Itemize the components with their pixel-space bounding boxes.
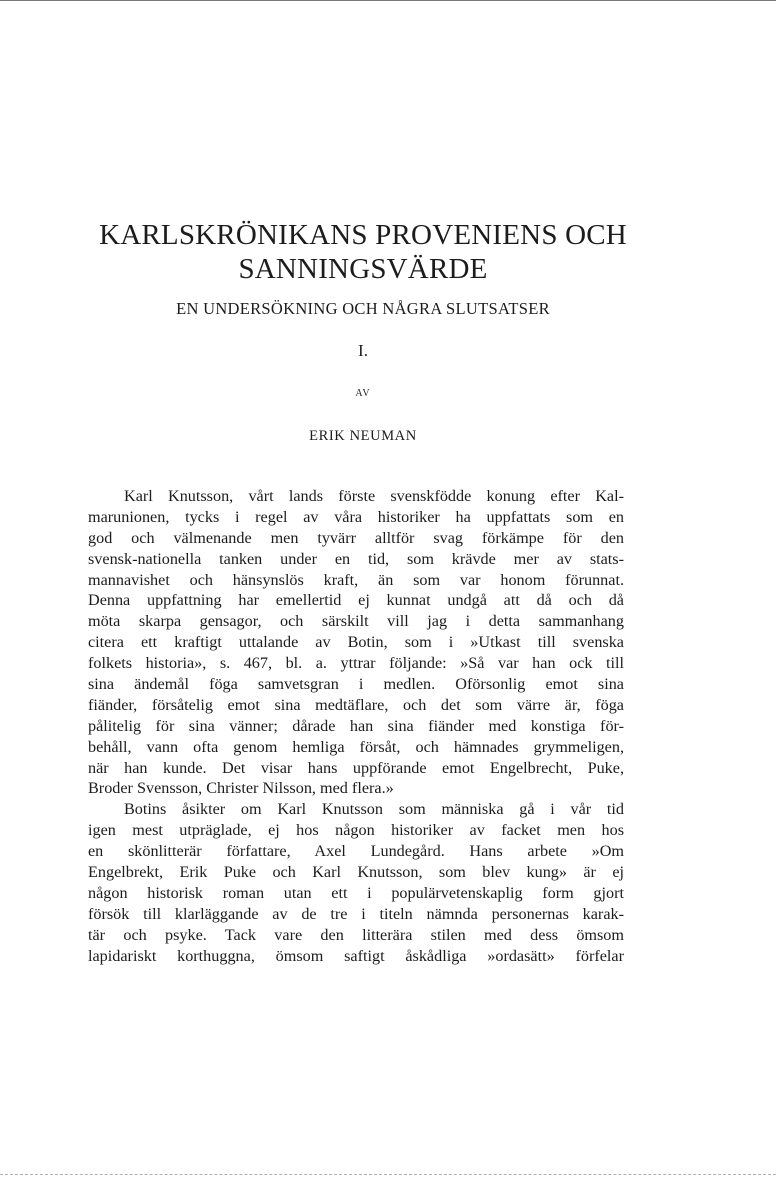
text-line: Karl Knutsson, vårt lands förste svenskfödde konung efter Kal- [124, 487, 624, 505]
text-line: en skönlitterär författare, Axel Lundegård. Hans arbete »Om [88, 842, 624, 861]
article-subtitle: EN UNDERSÖKNING OCH NÅGRA SLUTSATSER [176, 299, 550, 318]
author-name: ERIK NEUMAN [309, 428, 417, 444]
top-scan-edge [0, 0, 776, 1]
text-line: lapidariskt korthuggna, ömsom saftigt åskådliga »ordasätt» förfelar [88, 946, 624, 965]
paragraph-1 [88, 486, 624, 799]
text-line: Denna uppfattning har emellertid ej kunnat undgå att då och då [88, 591, 624, 610]
text-line: Botins åsikter om Karl Knutsson som människa gå i vår tid [124, 800, 624, 819]
text-line: när han kunde. Det visar hans uppförande emot Engelbrecht, Puke, [88, 758, 624, 777]
text-line: svensk-nationella tanken under en tid, som krävde mer av stats- [88, 549, 624, 568]
text-line: folkets historia», s. 467, bl. a. yttrar följande: »Så var han ock till [88, 654, 624, 673]
paragraph-2 [88, 799, 624, 966]
text-line: citera ett kraftigt uttalande av Botin, som i »Utkast till svenska [88, 633, 624, 652]
text-line: någon historisk roman utan ett i populärvetenskaplig form gjort [88, 883, 624, 902]
text-line: god och välmenande men tyvärr alltför svag förkämpe för den [88, 528, 624, 547]
text-line: fiänder, försåtelig emot sina medtäflare, och det som värre är, föga [88, 695, 624, 714]
text-line: tär och psyke. Tack vare den litterära stilen med dess ömsom [88, 925, 624, 944]
by-line: AV [355, 388, 371, 399]
article-title-line-2: SANNINGSVÄRDE [238, 253, 488, 285]
text-line: pålitelig för sina vänner; dårade han sina fiänder med konstiga för- [88, 716, 624, 735]
body-text [88, 486, 624, 966]
text-line: mannavishet och hänsynslös kraft, än som var honom förunnat. [88, 570, 624, 589]
article-title-line-1: KARLSKRÖNIKANS PROVENIENS OCH [99, 219, 627, 251]
text-line: behåll, vann ofta genom hemliga försåt, och hämnades grymmeligen, [88, 737, 624, 756]
bottom-scan-edge [0, 1174, 776, 1175]
text-line: marunionen, tycks i regel av våra historiker ha uppfattats som en [88, 507, 624, 526]
text-line: sina ändemål föga samvetsgran i medlen. Oförsonlig emot sina [88, 675, 624, 694]
article-title [88, 218, 638, 286]
text-line: igen mest utpräglade, ej hos någon historiker av facket men hos [88, 821, 624, 840]
part-number: I. [358, 341, 368, 360]
text-line: möta skarpa gensagor, och särskilt vill jag i detta sammanhang [88, 612, 624, 631]
text-line: Engelbrekt, Erik Puke och Karl Knutsson, som blev kung» är ej [88, 863, 624, 882]
text-line: försök till klarläggande av de tre i titeln nämnda personernas karak- [88, 904, 624, 923]
text-line: Broder Svensson, Christer Nilsson, med flera.» [88, 779, 394, 798]
